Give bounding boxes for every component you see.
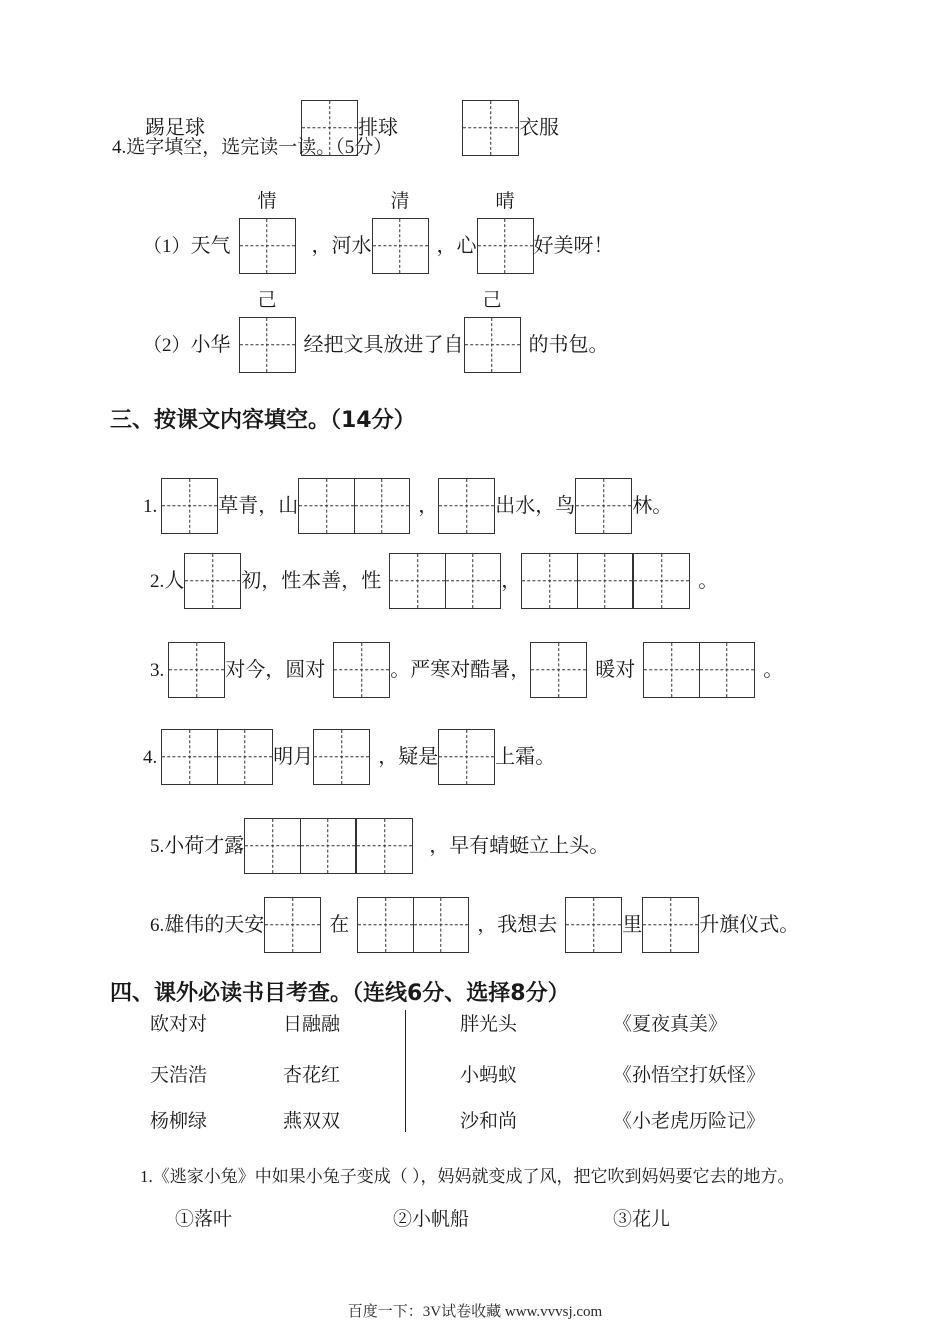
item-1-text-3: 出水，鸟 — [495, 495, 576, 517]
section-three-item-1 — [143, 478, 672, 534]
section-three-item-3 — [150, 642, 783, 698]
item-5-text-0: 小荷才露 — [164, 835, 245, 857]
item-number-4: 4. — [143, 746, 158, 768]
text-river: ，河水 — [311, 235, 372, 257]
item-number-5: 5. — [150, 835, 165, 857]
item-4-text-1: 明月 — [273, 746, 314, 768]
section-three-item-5 — [150, 818, 609, 874]
sub-number-1: （1） — [143, 235, 191, 257]
question-4-sub-2 — [143, 290, 609, 373]
item-6-text-2: ，我想去 — [477, 914, 558, 936]
match-right-a-3[interactable]: 沙和尚 — [460, 1111, 518, 1132]
answer-box-4b[interactable] — [313, 729, 370, 785]
answer-box-2a[interactable] — [184, 553, 241, 609]
answer-box-3d[interactable] — [643, 642, 755, 698]
hint-char-5: 己 — [482, 290, 502, 311]
answer-box-3a[interactable] — [168, 642, 225, 698]
footer-watermark: 百度一下：3V试卷收藏 www.vvvsj.com — [347, 1304, 603, 1320]
answer-box-5[interactable] — [464, 317, 521, 373]
label-volleyball: 排球 — [358, 117, 398, 139]
item-2-text-2: ， — [501, 570, 522, 592]
answer-box-6b[interactable] — [357, 897, 469, 953]
item-3-text-2: 。严寒对酷暑， — [390, 659, 531, 681]
answer-box-3b[interactable] — [333, 642, 390, 698]
match-right-b-3[interactable]: 《小老虎历险记》 — [613, 1111, 766, 1132]
match-right-b-2[interactable]: 《孙悟空打妖怪》 — [613, 1065, 766, 1086]
question-text: 《逃家小兔》中如果小兔子变成（ ），妈妈就变成了风，把它吹到妈妈要它去的地方。 — [152, 1167, 795, 1186]
answer-box-1b[interactable] — [298, 478, 410, 534]
label-kick-ball: 踢足球 — [145, 117, 205, 139]
item-2-text-0: 人 — [164, 570, 185, 592]
answer-box-5a[interactable] — [244, 818, 356, 874]
question-4-sub-1 — [143, 191, 614, 274]
item-6-text-0: 雄伟的天安 — [164, 914, 265, 936]
answer-box-6c[interactable] — [565, 897, 622, 953]
option-3[interactable]: ③花儿 — [613, 1209, 671, 1230]
item-6-text-3: 里 — [622, 914, 643, 936]
section-three-item-4 — [143, 729, 555, 785]
answer-box-6a[interactable] — [264, 897, 321, 953]
item-number-6: 6. — [150, 914, 165, 936]
item-1-text-4: 林。 — [632, 495, 673, 517]
answer-box-4a[interactable] — [161, 729, 273, 785]
match-left-a-3[interactable]: 杨柳绿 — [150, 1111, 208, 1132]
item-3-text-1: 对今，圆对 — [225, 659, 326, 681]
answer-box-6d[interactable] — [642, 897, 699, 953]
match-left-b-2[interactable]: 杏花红 — [283, 1065, 341, 1086]
hint-char-1: 情 — [257, 191, 277, 212]
answer-box-1d[interactable] — [575, 478, 632, 534]
item-3-text-3: 暖对 — [595, 659, 636, 681]
answer-box-1c[interactable] — [438, 478, 495, 534]
item-1-text-2: ， — [418, 495, 439, 517]
item-2-text-3: 。 — [698, 570, 719, 592]
hint-group-ji-2 — [464, 290, 521, 373]
item-1-text-1: 草青，山 — [218, 495, 299, 517]
answer-box-5b[interactable] — [356, 818, 413, 874]
section-three-item-2 — [150, 553, 718, 609]
answer-box-4c[interactable] — [438, 729, 495, 785]
text-beautiful: 好美呀！ — [533, 235, 614, 257]
match-left-a-1[interactable]: 欧对对 — [150, 1014, 208, 1035]
sub-number-2: （2） — [143, 334, 191, 356]
item-5-text-1: ，早有蜻蜓立上头。 — [429, 835, 610, 857]
item-6-text-4: 升旗仪式。 — [699, 914, 800, 936]
text-xiaohua: 小华 — [190, 334, 231, 356]
match-right-b-1[interactable]: 《夏夜真美》 — [613, 1014, 728, 1035]
item-4-text-3: 上霜。 — [495, 746, 556, 768]
item-4-text-2: ，疑是 — [378, 746, 439, 768]
answer-box-2[interactable] — [372, 218, 429, 274]
match-right-a-1[interactable]: 胖光头 — [460, 1014, 518, 1035]
answer-box-2d[interactable] — [633, 553, 690, 609]
match-left-a-2[interactable]: 天浩浩 — [150, 1065, 208, 1086]
question-4-prompt: 4.选字填空，选完读一读。（5分） — [112, 137, 393, 158]
question-number: 1. — [140, 1167, 153, 1186]
match-left-b-3[interactable]: 燕双双 — [283, 1111, 341, 1132]
hint-group-qing-feeling — [239, 191, 296, 274]
text-schoolbag: 的书包。 — [528, 334, 609, 356]
option-2[interactable]: ②小帆船 — [393, 1209, 470, 1230]
label-clothes: 衣服 — [519, 117, 559, 139]
hint-char-3: 晴 — [495, 191, 515, 212]
answer-box-1a[interactable] — [161, 478, 218, 534]
item-number-1: 1. — [143, 495, 158, 517]
match-divider — [405, 1010, 406, 1132]
item-number-3: 3. — [150, 659, 165, 681]
section-three-heading: 三、按课文内容填空。（14分） — [110, 408, 416, 433]
hint-char-4: 己 — [257, 290, 277, 311]
answer-box-3[interactable] — [477, 218, 534, 274]
match-left-b-1[interactable]: 日融融 — [283, 1014, 341, 1035]
section-four-question-1 — [140, 1168, 795, 1185]
hint-group-ji-1 — [239, 290, 296, 373]
section-three-item-6 — [150, 897, 799, 953]
item-6-text-1: 在 — [329, 914, 350, 936]
hint-char-2: 清 — [390, 191, 410, 212]
answer-box-2b[interactable] — [389, 553, 501, 609]
section-four-heading: 四、课外必读书目考查。（连线6分、选择8分） — [110, 981, 570, 1006]
answer-box-2c[interactable] — [521, 553, 633, 609]
hint-group-qing-clear — [372, 191, 429, 274]
item-2-text-1: 初，性本善，性 — [241, 570, 382, 592]
text-put-stationery: 经把文具放进了自 — [303, 334, 464, 356]
answer-box-3c[interactable] — [530, 642, 587, 698]
text-heart: ，心 — [436, 235, 477, 257]
hint-group-qing-sunny — [477, 191, 534, 274]
answer-box-4[interactable] — [239, 317, 296, 373]
item-3-text-4: 。 — [763, 659, 784, 681]
option-1[interactable]: ①落叶 — [175, 1209, 233, 1230]
answer-box-1[interactable] — [239, 218, 296, 274]
item-number-2: 2. — [150, 570, 165, 592]
answer-box-clothes[interactable] — [462, 100, 519, 156]
text-weather: 天气 — [190, 235, 231, 257]
match-right-a-2[interactable]: 小蚂蚁 — [460, 1065, 518, 1086]
